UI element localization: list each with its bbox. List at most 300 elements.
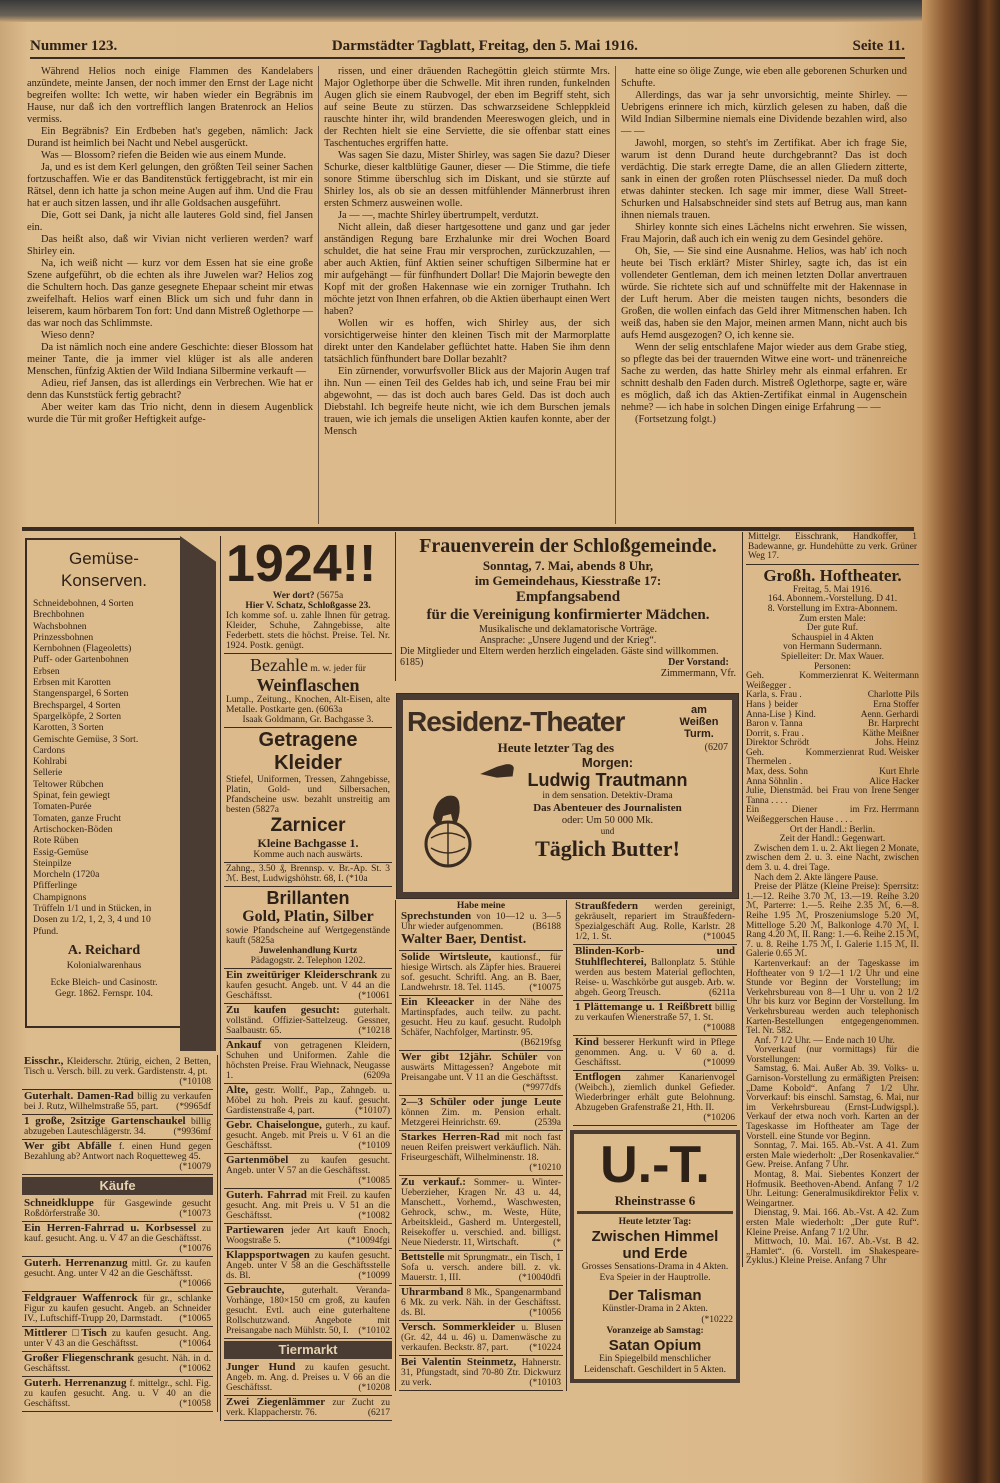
classified-ad — [573, 900, 737, 945]
firm-name: A. Reichard — [67, 942, 141, 958]
ad-ref: (*10206 — [703, 1113, 735, 1123]
text-line: Tomaten, ganze Frucht — [33, 812, 122, 824]
film-desc: Grosses Sensations-Drama in 4 Akten. Eva Speier in der Hauptrolle. — [581, 1262, 729, 1283]
ad-question: Wer dort? — [272, 591, 315, 601]
paragraph: Aber weiter kam das Trio nicht, denn in diesem Augenblick wurde die Tür mit großer Heftigkeit aufge- — [27, 402, 313, 425]
text-line: Kernbohnen (Flageoletts) — [33, 643, 132, 655]
paragraph: Preise der Plätze (Kleine Preise): Sperrsitz: 1.—12. Reihe 3.70 ℳ, 13.—19. Reihe 3.20 ℳ, Parterre: 1.—5. Reihe 2.35 ℳ, 6.—8. Reihe 1.95 ℳ, Proszeniumsloge 5.20 ℳ, Mittelloge 5.20 ℳ, Balkonloge 4.70 ℳ, I. Rang 4.20 ℳ, II. Rang: 1.—6. Reihe 2.15 ℳ, 7. u. 8. Reihe 1.75 ℳ, I. Galerie 1.15 ℳ, II. Galerie 0.65 ℳ. — [746, 882, 919, 960]
ad-ref: (5675a — [316, 591, 344, 601]
story-column — [319, 66, 616, 524]
ad-ref: (*10103 — [529, 1378, 561, 1388]
ad-headline: Kind — [575, 1036, 599, 1048]
ad-ref: (*10058 — [179, 1399, 211, 1409]
ad-body: in der Nähe des Martinspfades, auch teilw. zu pacht. gesucht. Heu zu kauf. gesucht. Rudolph Schäfer, Nachfolger, Martinstr. 95. — [401, 998, 562, 1038]
text-line: Steinpilze — [33, 857, 72, 869]
ad-body: von 10—12 u. 3—5 Uhr wieder aufgenommen. — [401, 912, 562, 932]
classified-ad — [224, 1119, 392, 1154]
firm-type: Kolonialwarenhaus — [66, 960, 142, 972]
film2-title: Der Talisman — [608, 1287, 702, 1304]
ad-headline: 1924!! — [226, 535, 377, 593]
role: Geh. Kommerzienrat Weißegger . — [746, 671, 859, 691]
text-line: Wachsbohnen — [33, 620, 87, 632]
ad-headline: Ankauf — [226, 1039, 262, 1051]
actor: Aenn. Gerhardi — [860, 709, 919, 720]
classified-ad — [22, 1115, 213, 1140]
text-line: Spargelköpfe, 2 Sorten — [33, 710, 122, 722]
event-for: für die Vereinigung konfirmierter Mädchen. — [426, 607, 710, 623]
classified-ad — [22, 1352, 213, 1377]
ad-headline: Blinden-Korb- und Stuhlflechterei, — [575, 945, 735, 968]
classified-column — [395, 900, 567, 1391]
text-line: Erbsen mit Karotten — [33, 677, 111, 689]
role: Baron v. Tanna — [746, 719, 803, 730]
ad-headline: Versch. Sommerkleider — [401, 1321, 516, 1333]
paragraph: Nicht allein, daß dieser hartgesottene und ganz und gar jeder anständigen Regung bare Erzhalunke mir drei Wochen Board schuldet, die hat seine Frau mir versprochen, zurückzuzahlen, — aber auch Aktien, fünf Aktien seiner schuftigen Silbermine hat er mir aufgehängt — für fünfhundert Dollar! Die Majorin bewegte den Kopf mit der großen Hakennase wie ein zorniger Truthahn. Ich möchte jetzt von Ihnen erfahren, ob die Aktien überhaupt einen Wert haben? — [324, 222, 610, 317]
paragraph: rissen, und einer dräuenden Rachegöttin gleich stürmte Mrs. Major Oglethorpe über die Schwelle. Mit ihren runden, funkelnden Augen glich sie einem Raubvogel, der eben im Begriff steht, sich auf seine Beute zu stürzen. Das schwarzseidene Schleppkleid rauschte hinter ihr, wild brandenden Meereswogen gleich, und in der Rechten hielt sie eine Serviette, die sie offenbar statt eines Taschentuches ergriffen hatte. — [324, 66, 610, 149]
classified-ad — [399, 1286, 563, 1321]
ad-body: Stiefel, Uniformen, Tressen, Zahngebisse, Platin, Gold- und Silbersachen, Pfandscheine usw. bezahlt unstreitig am besten (5827a — [226, 775, 390, 815]
ad-ref: (*10066 — [179, 1279, 211, 1289]
paragraph: Mittwoch, 10. Mai. 167. Ab.-Vst. B 42. „Hamlet“. (6. Vorstell. im Shakespeare-Zyklus.) Kleine Preise. Anfang 7 Uhr — [746, 1237, 919, 1267]
ad-headline: Zu kaufen gesucht: — [226, 1004, 340, 1016]
ad-headline: 2—3 Schüler oder junge Leute — [401, 1096, 561, 1108]
ad-body: Sommer- u. Winter-Ueberzieher, Kragen Nr. 43 u. 44, Manschett., Vorhemd., Waschwesten, Gehrock, schw., m. Weste, Hüte, Arbeitskleid., Gasherd m. Untergestell, Reisekoffer u. verschied. and. billigst. Neue Niederstr. 11, Wirtschaft. — [401, 1178, 561, 1248]
event-invite: Die Mitglieder und Eltern werden herzlich eingeladen. Gäste sind willkommen. — [400, 646, 719, 657]
paragraph: Ein Begräbnis? Ein Erdbeben hat's gegeben, nämlich: Jack Durand ist heimlich bei Nacht und Nebel ausgerückt. — [27, 126, 313, 149]
film-desc: in dem sensation. Detektiv-Drama — [542, 791, 673, 801]
paragraph: Adieu, rief Jansen, das ist allerdings ein Verbrechen. Wie hat er denn das Kunststück fertig gebracht? — [27, 378, 313, 401]
classified-ad — [22, 1292, 213, 1327]
classified-ad — [224, 1039, 392, 1084]
pointing-hand-icon — [475, 762, 519, 780]
serial-story — [22, 66, 912, 524]
paragraph: Anf. 7 1/2 Uhr. — Ende nach 10 Uhr. — [754, 1035, 895, 1046]
film3-title: Satan Opium — [608, 1337, 702, 1354]
section-heading: Käufe — [22, 1177, 213, 1195]
text-line: Champignons — [33, 891, 87, 903]
text-line: Cardons — [33, 744, 65, 756]
ad-headline: Uhrarmband — [401, 1286, 464, 1298]
paragraph: Die, Gott sei Dank, ja nicht alle lauteres Gold sind, fiel Jansen ein. — [27, 210, 313, 233]
ad-ref: (2539a — [534, 1118, 561, 1128]
paragraph: Na, ich weiß nicht — kurz vor dem Essen hat sie eine große Szene aufgeführt, ob die echten als ihre Juwelen war? Helios zog die Schultern hoch. Das ganze gesegnete Ehepaar scheint mir etwas zweifelhaft. Helios warf einen Blick um sich und fuhr dann in leiserem, kaum hörbarem Ton fort: Und dann Mistreß Oglethorpe — das war noch das Schlimmste. — [27, 258, 313, 329]
ad-weinflaschen — [224, 654, 392, 728]
text-line: Morcheln (1720a — [33, 869, 100, 881]
ad-headline: Gold, Platin, Silber — [242, 908, 374, 925]
hoftheater-column — [742, 532, 922, 1267]
classified-ad — [224, 1154, 392, 1189]
text-line: Erbsen — [33, 665, 60, 677]
classified-ad — [399, 1051, 563, 1096]
ad-address: Hier V. Schatz, Schloßgasse 23. — [245, 601, 371, 611]
ad-headline: Bei Valentin Steinmetz, — [401, 1356, 517, 1368]
role: Direktor Schrödt — [746, 738, 810, 749]
ad-body: von auswärts Mittagessen? Angebote mit Preisangabe unt. V 11 an die Geschäftsst. — [401, 1053, 561, 1083]
ad-headline: U.-T. — [600, 1136, 710, 1194]
role: Max, dess. Sohn — [746, 767, 808, 778]
text-line: Schauspiel in 4 Akten — [791, 632, 874, 643]
paragraph: Oh, Sie, — Sie sind eine Ausnahme. Helios, was hab' ich noch heute bei Tisch erklärt? Mister Shirley, sagte ich, das ist ein vollendeter Gentleman, dem ich meinen letzten Dollar anvertrauen würde. Sie richtete sich auf und schnüffelte mit der Hakennase in der Luft herum. Aber die meisten taugen nichts, besonders die Großen, die wollen einfach das Geld ihrer Mitmenschen haben. Ich weiß das, haben sie den Major, meinen armen Mann, nicht auch bis aufs Hemd ausgezogen? O, ich kenne sie. — [621, 246, 907, 341]
ad-headline: Klappsportwagen — [226, 1249, 310, 1261]
ad-headline: Frauenverein der Schloßgemeinde. — [419, 535, 717, 557]
ad-headline: Eisschr., — [24, 1055, 64, 1067]
role: Geh. Kommerzienrat Thermelen . — [746, 747, 865, 768]
classified-ad — [399, 900, 563, 951]
ad-ref: (*10085 — [358, 1176, 390, 1186]
actor-name: Ludwig Trautmann — [527, 770, 688, 790]
paragraph: Jawohl, morgen, so steht's im Zertifikat. Aber ich frage Sie, warum ist denn Durand heute durchgebrannt? Das ist doch verdächtig. Die stark erregte Dame, die an allen Gliedern zitterte, sank in einen der großen roten Plüschsessel nieder. Da muß doch etwas dahinter stecken. Ich sage mir immer, diese Wall Street-Schurken und Halsabschneider sind stets auf Betrug aus, man kann ihnen niemals trauen. — [621, 138, 907, 221]
ad-body: kautionsf., für hiesige Wirtsch. als Zäpfer hies. Brauerei sof. gesucht. Schriftl. Ang. an B. Baer, Landwehrstr. 18. Tel. 1145. — [401, 953, 562, 993]
theater-location: am Weißen Turm. — [679, 704, 719, 740]
ad-headline: Wer gibt Abfälle — [24, 1140, 112, 1152]
ad-body: für Gasgewinde gesucht Roßdörferstraße 30. — [24, 1199, 211, 1219]
ad-headline: Bettstelle — [401, 1251, 445, 1263]
theater-info — [746, 845, 919, 1267]
paragraph: Vorverkauf (nur vormittags) für die Vorstellungen: — [746, 1045, 919, 1065]
classified-ad — [22, 1090, 213, 1115]
ad-body: guterhalt. Veranda-Vorhänge, 180×150 cm groß, zu kaufen gesucht. Evtl. auch eine guterhaltene Rollschutzwand. Angebote mit Preisangabe nach Mühlstr. 50, I. — [226, 1286, 390, 1336]
text-line: Brechspargel, 4 Sorten — [33, 699, 121, 711]
ad-ref: (*10224 — [529, 1343, 561, 1353]
paragraph: Kartenverkauf: an der Tageskasse im Hoftheater von 9 1/2—1 1/2 Uhr und eine Stunde vor Beginn der Vorstellung; im Verkehrsbureau von 8—1 Uhr u. von 2 1/2 Uhr bis kurz vor Beginn der Vorstellung. Im Verkehrsbureau werden auch telephonisch Karten-Bestellungen entgegengenommen. Tel. Nr. 582. — [746, 958, 919, 1037]
paragraph: Wollen wir es hoffen, wich Shirley aus, der sich vorsichtigerweise hinter den kleinen Tisch mit der Marmorplatte direkt unter den Kandelaber geflüchtet hatte. Haben Sie ihm denn tatsächlich fünfhundert bare Dollar bezahlt? — [324, 318, 610, 365]
issue-number: Nummer 123. — [30, 38, 118, 54]
classified-ad — [399, 996, 563, 1051]
today-label: Heute letzter Tag: — [618, 1217, 692, 1227]
classified-column — [220, 536, 392, 1421]
classified-ad — [224, 1084, 392, 1119]
actor: Erna Stoffer — [873, 699, 919, 710]
text-line: Stangenspargel, 6 Sorten — [33, 688, 129, 700]
ad-body: zahmer Kanarienvogel (Weibch.), ziemlich dunkel Gefieder. Wiederbringer erhält gute Belohnung. Abzugeben Grafenstraße 21, Hth. II. — [575, 1073, 735, 1113]
book-binding-edge — [922, 0, 1000, 1483]
ad-body: Lump., Zeitung., Knochen, Alt-Eisen, alte Metalle. Postkarte gen. (6063a — [226, 695, 390, 715]
ad-firm: Isaak Goldmann, Gr. Bachgasse 3. — [242, 715, 374, 725]
paragraph: hatte eine so ölige Zunge, wie eben alle geborenen Schurken und Schufte. — [621, 66, 907, 89]
ad-ref: (*10102 — [358, 1326, 390, 1336]
text-line: Puff- oder Gartenbohnen — [33, 654, 129, 666]
section-heading: Tiermarkt — [224, 1341, 392, 1359]
preview-label: Voranzeige ab Samstag: — [606, 1326, 704, 1336]
board-chair: Zimmermann, Vfr. — [660, 668, 736, 679]
ad-kicker: Habe meine — [456, 901, 506, 911]
ad-firm: Zarnicer — [270, 815, 346, 836]
classified-ad — [22, 1327, 213, 1352]
ad-firm: Walter Baer, Dentist. — [401, 932, 527, 947]
ad-body: mit noch fast neuen Reifen preiswert verkäuflich. Näh. Friseurgeschäft, Wilhelminenstr. 18. — [401, 1133, 561, 1163]
ad-headline: Guterhalt. Damen-Rad — [24, 1090, 134, 1102]
board-label: Der Vorstand: — [668, 657, 729, 668]
ad-body: mit Freil. zu kaufen gesucht. Ang. mit Preis u. V 51 an die Geschäftsst. — [226, 1191, 390, 1221]
role: Anna-Lise } Kind. — [746, 709, 816, 720]
ad-firm: Juwelenhandlung Kurtz — [258, 946, 358, 956]
ad-small: m. w. jeder für — [310, 664, 366, 674]
ad-body: von getragenen Kleidern, Schuhen und Uniformen. Zahle die höchsten Preise. Frau Wiehnack, Neugasse 1. — [226, 1041, 391, 1081]
ad-ref: (*10094fgi — [347, 1236, 390, 1246]
paragraph: Da ist nämlich noch eine andere Geschichte: dieser Blossom hat meiner Tante, die ja immer viel klüger ist als alle anderen Menschen, fünfzig Aktien der Wild Indiana Silbermine verkauft — — [27, 342, 313, 377]
ad-headline: Residenz-Theater — [407, 706, 625, 737]
text-line: von Hermann Sudermann. — [783, 642, 882, 653]
role: Julie, Dienstmäd. bei Frau von Tanna . . . . — [746, 786, 868, 806]
classified-ad — [22, 1222, 213, 1257]
text-line: Kohlrabi — [33, 756, 68, 768]
ad-ref: (*10088 — [703, 1023, 735, 1033]
paragraph: Shirley konnte sich eines Lächelns nicht erwehren. Sie wissen, Frau Majorin, daß auch ich ein wenig zu dem Gesindel gehöre. — [621, 222, 907, 245]
actor: Alice Hacker — [869, 776, 919, 787]
ad-body: werden gereinigt, gekräuselt, repariert im Straußfedern-Spezialgeschäft Aug. Rolle, Karlstr. 28 1/2, 1. St. — [575, 902, 735, 942]
event-place: im Gemeindehaus, Kiesstraße 17: — [474, 573, 662, 588]
paragraph: Ja, und es ist dem Kerl gelungen, den größten Teil seiner Sachen fortzuschaffen. Wie er das Banditenstück fertiggebracht, ist mir ein Rätsel, denn ich hatte ja schon meine Augen auf ihm. Und die Frau hat er auch sitzen lassen, und ihr alle Goldsachen ausgeführt. — [27, 162, 313, 209]
actor: Frz. Herrmann — [863, 805, 919, 816]
classified-ad — [399, 1176, 563, 1251]
ad-address: Pädagogstr. 2. Telephon 1202. — [250, 956, 366, 966]
ad-zahngebisse: Zahng., 3.50 ₰, Brennsp. v. Br.-Ap. St. 3 ℳ. Best, Ludwigshöhstr. 68, I. (*10a — [224, 863, 392, 887]
ad-body: guterh., zu kauf. gesucht. Angeb. mit Preis u. V 61 an die Geschäftsst. — [226, 1121, 390, 1151]
page-number: Seite 11. — [852, 38, 905, 54]
text-line: Zeit der Handl.: Gegenwart. — [779, 834, 886, 845]
ad-title: Gemüse-Konserven. — [61, 549, 147, 590]
ad-headline: Gebr. Chaiselongue, — [226, 1119, 322, 1131]
ad-headline: Ein Kleeacker — [401, 996, 475, 1008]
text-line: Essig-Gemüse — [33, 846, 89, 858]
ad-headline: Junger Hund — [226, 1361, 296, 1373]
ad-ref: (*10108 — [179, 1077, 211, 1087]
ad-body: für gr., schlanke Figur zu kaufen gesucht. Angeb. an Schneider IV., Luftschiff-Trupp 20, Darmstadt. — [24, 1294, 211, 1324]
film-title: Das Abenteuer des Journalisten — [533, 802, 682, 814]
actor: Johs. Heinz — [875, 738, 919, 749]
ad-ref: (*9977dfs — [522, 1083, 561, 1093]
paragraph: Sonntag, 7. Mai. 165. Ab.-Vst. A 41. Zum ersten Male wiederholt: „Der Rosenkavalier.“ Gew. Preise. Anfang 7 Uhr. — [746, 1141, 919, 1171]
actor: Br. Harprecht — [867, 719, 919, 730]
gemuese-konserven-ad — [25, 538, 183, 1028]
classified-ad — [224, 1249, 392, 1284]
story-column — [616, 66, 912, 524]
actor: Rud. Weisker — [868, 747, 919, 758]
ad-body: zu kaufen gesucht. Angeb. unter V 58 an die Geschäftsstelle ds. Bl. — [226, 1251, 390, 1281]
paragraph: Dienstag, 9. Mai. 166. Ab.-Vst. A 42. Zum ersten Male wiederholt: „Der gute Ruf“. Kleine Preise. Anfang 7 1/2 Uhr. — [746, 1208, 919, 1238]
actor: Käthe Meißner — [862, 728, 919, 739]
film-subtitle: oder: Um 50 000 Mk. — [561, 815, 654, 826]
paragraph: (Fortsetzung folgt.) — [635, 414, 716, 425]
conjunction: und — [600, 826, 615, 836]
ad-headline: Starkes Herren-Rad — [401, 1131, 500, 1143]
paragraph: Wieso denn? — [41, 330, 95, 341]
ad-note: Komme auch nach auswärts. — [253, 850, 363, 860]
text-line: Brechbohnen — [33, 609, 85, 621]
classified-ad — [399, 1356, 563, 1391]
ad-ref: 6185) — [400, 657, 424, 668]
tomorrow-label: Morgen: — [581, 755, 634, 770]
ad-body: zu kaufen gesucht. Angeb. unter V 57 an die Geschäftsst. — [226, 1156, 390, 1176]
classified-list — [570, 900, 740, 1126]
ad-headline: Entflogen — [575, 1071, 621, 1083]
frauenverein-ad — [395, 532, 740, 681]
paragraph: Samstag, 6. Mai. Außer Ab. 39. Volks- u. Garnison-Vorstellung zu ermäßigten Preisen: „Dame Kobold“. Anfang 7 1/2 Uhr. Vorverkauf: bis einschl. Samstag, 6. Mai, nur im Verkehrsbureau (Ernst-Ludwigspl.). Verkauf der etwa noch vorh. Karten an der Tageskasse im Hoftheater am Tage der Vorstell. eine Stunde vor Beginn. — [746, 1064, 919, 1142]
ad-ref: (*10062 — [179, 1364, 211, 1374]
ad-headline: Guterh. Herrenanzug — [24, 1377, 127, 1389]
ad-headline: Guterh. Fahrrad — [226, 1189, 307, 1201]
text-line: Gemischte Gemüse, 3 Sort. — [33, 733, 139, 745]
role: Anna Söhnlin . — [746, 776, 803, 787]
paragraph: Ja — —, machte Shirley übertrumpelt, verdutzt. — [338, 210, 539, 221]
ad-ref: (*10040dfi — [518, 1273, 561, 1283]
paragraph: Was — Blossom? riefen die Beiden wie aus einem Munde. — [41, 150, 287, 161]
ad-headline: Brillanten — [266, 888, 350, 908]
ad-ref: (B6188 — [532, 922, 561, 932]
text-line: Artischocken-Böden — [33, 823, 113, 835]
classified-ad — [224, 1396, 392, 1421]
ad-body: billig zu verkaufen Wienerstraße 57, 1. St. — [575, 1003, 735, 1023]
ad-headline: Zu verkauf.: — [401, 1176, 466, 1188]
film2-desc: Künstler-Drama in 2 Akten. — [602, 1304, 708, 1314]
ad-body: gestr. Wollf., Pap., Zahngeb. u. Möbel zu hoh. Preis zu kauf. gesucht. Gardistenstraße 4, part. — [226, 1086, 390, 1116]
actor: K. Weitermann — [862, 671, 919, 682]
text-line: Trüffeln 1/1 und in Stücken, in Dosen zu 1/2, 1, 2, 3, 4 und 10 Pfund. — [33, 903, 152, 937]
ad-body: zu kaufen gesucht. Angeb. unt. V 44 an die Geschäftsst. — [226, 971, 390, 1001]
ad-ref: (*10099 — [703, 1058, 735, 1068]
ad-ref: (*10210 — [529, 1163, 561, 1173]
text-line: Prinzessbohnen — [33, 631, 94, 643]
classified-ad — [573, 945, 737, 1001]
ad-body: Hahnerstr. 31, Pfungstadt, sind 70-80 Ztr. Dickwurz zu verk. — [401, 1358, 561, 1388]
ad-body: zur Zucht zu verk. Klappacherstr. 76. — [226, 1398, 390, 1418]
ad-ref: (*10073 — [179, 1209, 211, 1219]
cast-list — [746, 672, 919, 826]
decorative-band — [180, 536, 216, 1051]
ad-headline: Partiewaren — [226, 1224, 284, 1236]
ut-lichtspiele-ad — [570, 1130, 740, 1383]
classified-column — [22, 1055, 218, 1412]
ad-body: können Zim. m. Pension erhalt. Metzgerei Heinrichstr. 69. — [401, 1108, 561, 1128]
firm-address: Ecke Bleich- und Casinostr. — [50, 976, 158, 988]
text-line: Karotten, 3 Sorten — [33, 722, 104, 734]
ad-body: zu kaufen gesucht. Ang. unter V 43 an die Geschäftsst. — [24, 1329, 211, 1349]
paragraph: Ein zürnender, vorwurfsvoller Blick aus der Majorin Augen traf ihn. Nun — einen Teil des Geldes hab ich, und seine Frau bei mir abgewohnt, — das ist doch auch bares Geld. Das ist doch auch Diebstahl. Ich begreife heute nicht, wie ich dem Burschen jemals trauen, wie ich jemals die unseligen Aktien kaufen konnte, aber der Mensch — [324, 366, 610, 437]
ad-body: zu kaufen gesucht. Angeb. m. Ang. d. Preises u. V 66 an die Geschäftsst. — [226, 1363, 390, 1393]
ad-body: mittl. Gr. zu kaufen gesucht. Ang. unter V 42 an die Geschäftsst. — [24, 1259, 212, 1279]
ad-ref: (*10082 — [358, 1211, 390, 1221]
ad-headline: Weinflaschen — [256, 675, 360, 695]
ad-ref: (*10079 — [179, 1162, 211, 1172]
ad-headline: Großer Fliegenschrank — [24, 1352, 135, 1364]
story-column — [22, 66, 319, 524]
text-line: Schneidebohnen, 4 Sorten — [33, 598, 134, 609]
ad-headline: Ein Herren-Fahrrad u. Korbsessel — [24, 1222, 197, 1234]
firm-founded: Gegr. 1862. Fernspr. 104. — [55, 987, 153, 999]
event-name: Empfangsabend — [515, 589, 621, 605]
ad-ref: (*10064 — [179, 1339, 211, 1349]
ad-ref: (6209a — [363, 1071, 390, 1081]
classified-column-right — [570, 900, 740, 1383]
ad-body: Ballonplatz 5. Stühle werden aus bestem Material geflochten, Reise- u. Waschkörbe gut ausgeb. Arb. w. abgeh. Georg Treusch. — [575, 958, 735, 998]
role: Hans } beider — [746, 699, 798, 710]
ad-body: Ich komme sof. u. zahle Ihnen für getrag. Kleider, Schuhe, Zahngebisse, alte Federbett. stets die höchst. Preise. Tel. Nr. 1924. Postk. genügt. — [226, 611, 390, 651]
role: Dorrit, s. Frau . — [746, 728, 804, 739]
theater-title: Großh. Hoftheater. — [763, 565, 902, 585]
ad-ref: (*10045 — [703, 932, 735, 942]
ad-headline: Solide Wirtsleute, — [401, 951, 492, 963]
paragraph: Nach dem 2. Akte längere Pause. — [754, 872, 879, 883]
ad-ref: (*10061 — [358, 991, 390, 1001]
ad-headline: Mittlerer □Tisch — [24, 1327, 107, 1339]
event-date: Sonntag, 7. Mai, abends 8 Uhr, — [482, 558, 654, 573]
ad-ref: (*10065 — [179, 1314, 211, 1324]
section-divider — [22, 527, 914, 531]
ad-ref: (*10107) — [355, 1106, 390, 1116]
ad-headline: 1 Plättemange u. 1 Reißbrett — [575, 1001, 712, 1013]
classified-ad — [224, 1361, 392, 1396]
ad-ref: (*10208 — [358, 1383, 390, 1393]
film3-desc: Ein Spiegelbild menschlicher Leidenschaft. Geschildert in 5 Akten. — [584, 1354, 726, 1375]
ad-ref: (*9936mf — [173, 1127, 211, 1137]
paragraph: Montag, 8. Mai. Siebentes Konzert der Hofmusik. Beethoven-Abend. Anfang 7 1/2 Uhr. Leitung: Generalmusikdirektor Felix v. Weingartner. — [746, 1170, 919, 1209]
ad-headline: Ein zweitüriger Kleiderschrank — [226, 969, 378, 981]
setting-lines — [746, 826, 919, 845]
classified-ad — [22, 1055, 213, 1090]
text-line: 164. Abonnem.-Vorstellung. D 41. — [767, 594, 898, 605]
classified-ad — [573, 1036, 737, 1071]
text-line: Personen: — [814, 661, 851, 672]
classified-ad — [399, 1096, 563, 1131]
text-line: Teltower Rübchen — [33, 778, 104, 790]
ad-body: sowie Pfandscheine auf Wertgegenstände kauft (5825a — [226, 926, 390, 946]
cast-row — [746, 749, 919, 768]
cast-row — [746, 787, 919, 806]
ad-body: 8 Mk., Spangenarmband 6 Mk. zu verk. Näh. in der Geschäftsst. ds. Bl. — [401, 1288, 561, 1318]
text-line: Zum ersten Male: — [799, 613, 866, 624]
ad-headline: Gartenmöbel — [226, 1154, 289, 1166]
paragraph: Wenn der selig entschlafene Major wieder aus dem Grabe stieg, so pflegte das bei der trauernden Witwe eine wort- und tränenreiche Sache zu werden, das hatte Shirley mehr als einmal erfahren. Er schnitt deshalb den Faden durch. Mistreß Oglethorpe, sagte er, wäre es möglich, daß ich das Aktien-Zertifikat einmal in Augenschein nehme? — ich habe in solchen Dingen einige Erfahrung — — — [621, 342, 907, 413]
text-line: Pfifferlinge — [33, 880, 78, 892]
classified-ad — [224, 1224, 392, 1249]
ad-ref: (6211a — [708, 988, 735, 998]
ad-ref: (*10099 — [358, 1271, 390, 1281]
ad-headline: Straußfedern — [575, 900, 638, 912]
paragraph: Allerdings, das war ja sehr unvorsichtig, meinte Shirley. — Uebrigens erinnere ich mich, kürzlich gelesen zu haben, daß die Wild Indian Silbermine niemals eine Dividende bezahlen wird, also — — — [621, 90, 907, 137]
text-line: Sellerie — [33, 767, 63, 779]
classified-ad — [399, 1131, 563, 1176]
ad-headline: Feldgrauer Waffenrock — [24, 1292, 138, 1304]
actor: Charlotte Pils — [867, 690, 919, 701]
classified-ad — [22, 1140, 213, 1175]
ad-body: besserer Herkunft wird in Pflege genommen. Ang. u. V 60 a. d. Geschäftsst. — [575, 1038, 735, 1068]
classified-ad — [224, 1189, 392, 1224]
ad-getragene-kleider — [224, 728, 392, 863]
ad-ref: (6207 — [704, 742, 728, 753]
scan-top-edge — [0, 0, 1000, 22]
role: Karla, s. Frau . — [746, 690, 802, 701]
ad-ref: (*10056 — [529, 1308, 561, 1318]
ad-ref: (*10222 — [701, 1315, 733, 1325]
nordisk-film-polar-bear-logo — [417, 788, 479, 868]
ad-body: f. mittelgr., schl. Fig. zu kaufen gesucht. Ang. u. V 40 an die Geschäftsst. — [24, 1379, 212, 1409]
ad-body: u. Blusen (Gr. 42, 44 u. 46) u. Damenwäsche zu verkaufen. Beckstr. 87, part. — [401, 1323, 562, 1353]
ad-ref: (* — [553, 1238, 561, 1248]
text-line: Tomaten-Purée — [33, 801, 92, 813]
ad-1924 — [224, 536, 392, 654]
ad-headline: Sprechstunden — [401, 910, 472, 922]
program-lines — [746, 586, 919, 672]
product-list — [33, 598, 175, 937]
ad-ref: (*10218 — [358, 1026, 390, 1036]
classified-ad — [224, 969, 392, 1004]
paragraph: Was sagen Sie dazu, Mister Shirley, was sagen Sie dazu? Dieser Schurke, dieser kaltblütige Gauner, dieser — Die Stimme, die tiefe sonore Stimme überschlug sich im Diskant, und sie stürzte auf Shirley los, als ob sie an dessen mitfühlender Männerbrust ihren ersten Schmerz ausweinen wolle. — [324, 150, 610, 209]
page-header — [30, 38, 905, 59]
paragraph: Das heißt also, daß wir Vivian nicht verlieren werden? warf Shirley ein. — [27, 234, 313, 257]
classified-ad — [573, 1071, 737, 1126]
text-line: Der gute Ruf. — [806, 623, 859, 634]
event-program: Musikalische und deklamatorische Vorträge. — [479, 624, 657, 635]
